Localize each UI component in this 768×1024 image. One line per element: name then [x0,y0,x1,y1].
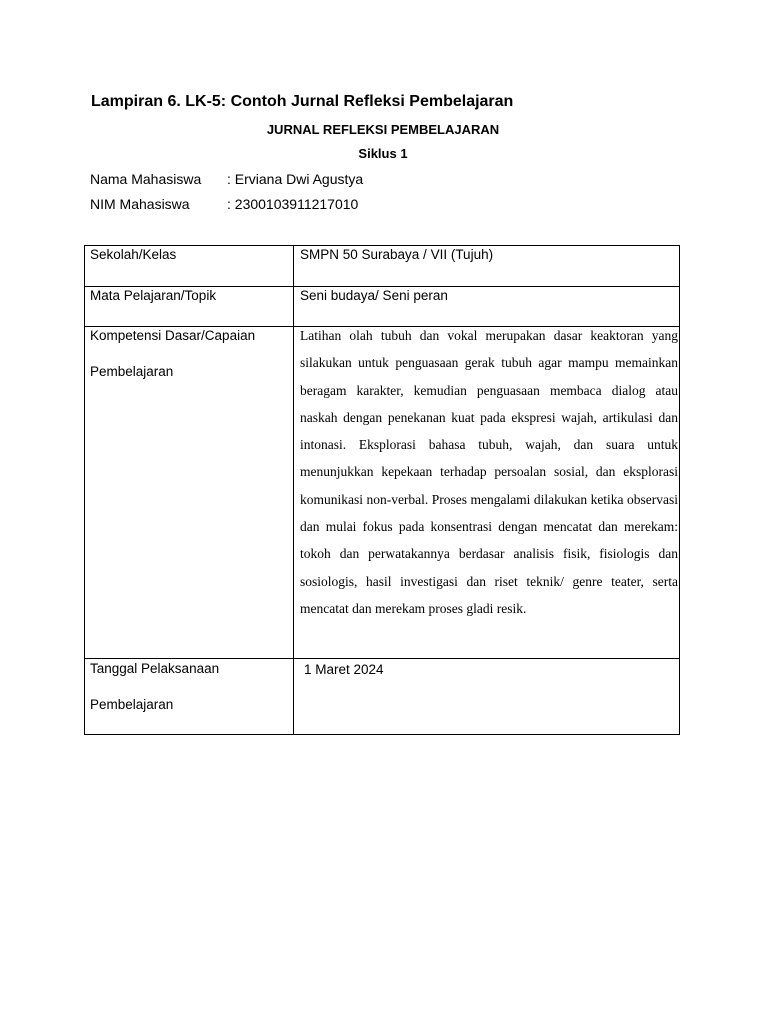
competency-description: Latihan olah tubuh dan vokal merupakan dasar keaktoran yang silakukan untuk penguasaan gerak tubuh agar mampu memainkan beragam karakter, kemudian penguasaan membaca dialog atau naskah dengan penekanan kuat pada ekspresi wajah, artikulasi dan intonasi. Eksplorasi bahasa tubuh, wajah, dan suara untuk menunjukkan kepekaan terhadap persoalan sosial, dan eksplorasi komunikasi non-verbal. Proses mengalami dilakukan ketika observasi dan mulai fokus pada konsentrasi dengan mencatat dan merekam: tokoh dan perwatakannya berdasar analisis fisik, fisiologis dan sosiologis, hasil investigasi dan riset teknik/ genre teater, serta mencatat dan merekam proses gladi resik. [300,328,678,616]
table-row [85,659,680,735]
date-label-cell [85,659,294,735]
subject-value: Seni budaya/ Seni peran [300,288,448,303]
table-row [85,327,680,659]
competency-value-cell [294,327,680,659]
subject-value-cell [294,287,680,327]
school-value-cell [294,246,680,287]
subject-label-cell [85,287,294,327]
date-value: 1 Maret 2024 [304,662,384,677]
competency-label-line2: Pembelajaran [90,364,174,379]
student-name-value: : Erviana Dwi Agustya [227,171,364,187]
competency-label-line1: Kompetensi Dasar/Capaian [90,328,256,343]
school-value: SMPN 50 Surabaya / VII (Tujuh) [300,247,494,262]
date-value-cell [294,659,680,735]
student-id-row [90,196,358,212]
date-label-line1: Tanggal Pelaksanaan [90,661,220,676]
table-row [85,287,680,327]
school-label: Sekolah/Kelas [90,247,177,262]
school-label-cell [85,246,294,287]
subject-label: Mata Pelajaran/Topik [90,288,217,303]
reflection-table [84,245,680,735]
student-name-row [90,171,363,187]
document-heading: Lampiran 6. LK-5: Contoh Jurnal Refleksi Pembelajaran [91,93,514,110]
student-id-value: : 2300103911217010 [227,196,359,212]
date-label-line2: Pembelajaran [90,697,174,712]
cycle-label: Siklus 1 [358,146,408,161]
competency-label-cell [85,327,294,659]
journal-title: JURNAL REFLEKSI PEMBELAJARAN [266,122,500,137]
student-id-label: NIM Mahasiswa [90,196,190,212]
table-row [85,246,680,287]
student-name-label: Nama Mahasiswa [90,171,202,187]
